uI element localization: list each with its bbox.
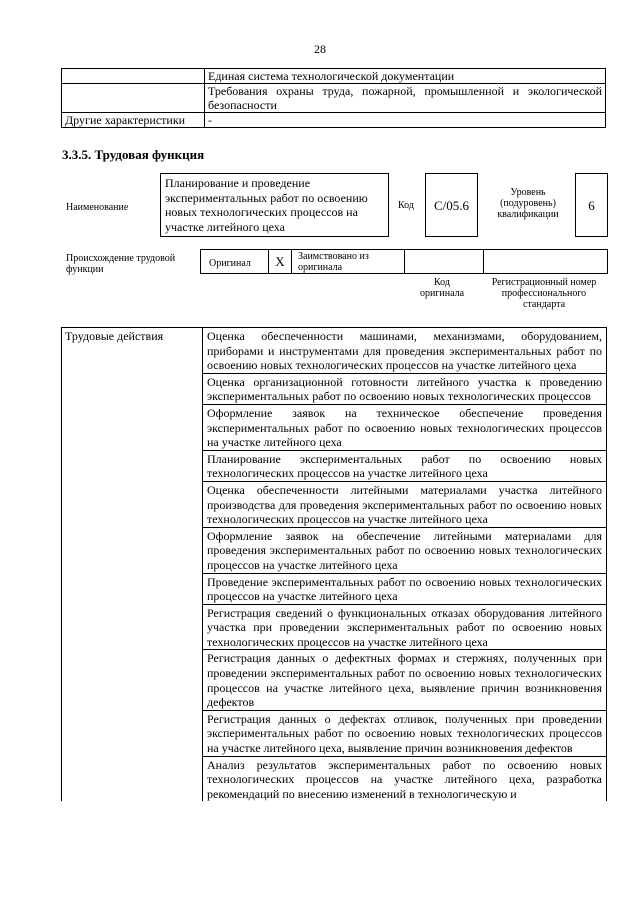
level-box — [575, 173, 608, 237]
table-row — [62, 84, 606, 113]
labor-actions-table — [61, 327, 607, 801]
borrowed-label: Заимствовано из оригинала — [298, 251, 369, 273]
table-cell-value: - — [205, 113, 606, 128]
table-cell-value: Требования охраны труда, пожарной, промышленной и экологической безопасности — [205, 84, 606, 113]
action-item: Планирование экспериментальных работ по освоению новых технологических процессов на участке литейного цеха — [203, 450, 607, 481]
name-label: Наименование — [66, 202, 129, 213]
section-title: 3.3.5. Трудовая функция — [62, 147, 205, 162]
level-label: Уровень (подуровень) квалификации — [497, 187, 559, 220]
level-value: 6 — [588, 198, 595, 213]
table-row — [62, 113, 606, 128]
reg-number-caption: Регистрационный номер профессионального стандарта — [491, 277, 597, 310]
borrowed-cell — [291, 249, 405, 274]
table-row — [62, 69, 606, 84]
original-label: Оригинал — [209, 258, 251, 269]
action-item: Оформление заявок на техническое обеспечение проведения экспериментальных работ по освоению новых технологических процессов на участке литейного цеха — [203, 404, 607, 450]
original-mark: X — [275, 254, 285, 269]
action-item: Регистрация данных о дефектах отливок, полученных при проведении экспериментальных работ по освоению новых технологических процессов на участке литейного цеха, выявление причин возникновения дефектов — [203, 710, 607, 756]
action-item: Оценка организационной готовности литейного участка к проведению экспериментальных работ по освоению новых технологических процессов — [203, 373, 607, 404]
table-cell-label — [62, 84, 205, 113]
origin-row — [200, 249, 608, 274]
original-mark-cell — [268, 249, 292, 274]
action-item: Анализ результатов экспериментальных работ по освоению новых технологических процессов на участке литейного цеха, разработка рекомендаций по внесению изменений в технологическую и — [203, 756, 607, 801]
action-item: Регистрация сведений о функциональных отказах оборудования литейного участка при проведении экспериментальных работ по освоению новых технологических процессов на участке литейного цеха — [203, 604, 607, 650]
code-label: Код — [398, 200, 414, 211]
page-number: 28 — [314, 42, 326, 56]
action-item: Оценка обеспеченности машинами, механизмами, оборудованием, приборами и инструментами для проведения экспериментальных работ по освоению новых технологических процессов на участке литейного цеха — [203, 328, 607, 374]
code-value: C/05.6 — [433, 198, 470, 213]
table-cell-value: Единая система технологической документации — [205, 69, 606, 84]
characteristics-table — [61, 68, 606, 128]
original-cell — [200, 249, 269, 274]
function-name: Планирование и проведение экспериментальных работ по освоению новых технологических процессов на участке литейного цеха — [165, 176, 368, 234]
function-name-box — [160, 173, 389, 237]
table-cell-label — [62, 69, 205, 84]
actions-label: Трудовые действия — [62, 328, 203, 802]
action-item: Регистрация данных о дефектных формах и стержнях, полученных при проведении экспериментальных работ по освоению новых технологических процессов на участке литейного цеха, выявление причин возникновения дефектов — [203, 650, 607, 710]
table-row — [62, 328, 607, 374]
action-item: Оценка обеспеченности литейными материалами участка литейного производства для проведения экспериментальных работ по освоению новых технологических процессов на участке литейного цеха — [203, 481, 607, 527]
original-code-cell — [404, 249, 484, 274]
code-original-caption: Код оригинала — [419, 277, 465, 299]
origin-label: Происхождение трудовой функции — [66, 253, 176, 275]
action-item: Проведение экспериментальных работ по освоению новых технологических процессов на участке литейного цеха — [203, 573, 607, 604]
action-item: Оформление заявок на обеспечение литейными материалами для проведения экспериментальных работ по освоению новых технологических процессов на участке литейного цеха — [203, 527, 607, 573]
table-cell-label: Другие характеристики — [62, 113, 205, 128]
code-box — [425, 173, 478, 237]
